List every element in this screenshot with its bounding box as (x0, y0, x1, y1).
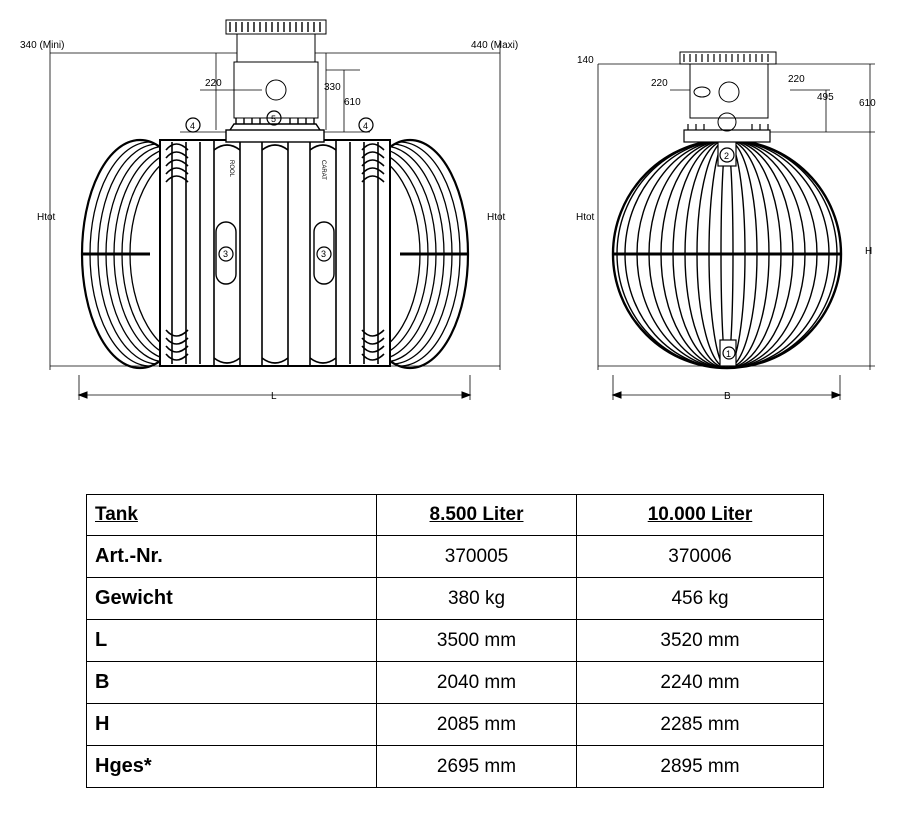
dim-220a-label: 220 (651, 78, 668, 89)
table-row (87, 536, 824, 578)
table-row (87, 704, 824, 746)
row-label: Hges* (87, 746, 377, 788)
spec-header-row (87, 495, 824, 536)
row-label: B (87, 662, 377, 704)
row-col1: 3500 mm (377, 620, 577, 662)
row-col2: 2240 mm (577, 662, 824, 704)
callout-3-left-text: 3 (223, 249, 229, 259)
dim-maxi-label: 440 (Maxi) (471, 40, 519, 51)
callout-2-text: 2 (724, 151, 730, 161)
header-tank: Tank (87, 495, 377, 536)
htot-left-label: Htot (37, 212, 56, 223)
h-label: H (865, 246, 873, 257)
header-col1: 8.500 Liter (377, 495, 577, 536)
row-col2: 456 kg (577, 578, 824, 620)
table-row (87, 746, 824, 788)
table-row (87, 578, 824, 620)
row-col2: 370006 (577, 536, 824, 578)
callout-4-right-text: 4 (363, 121, 369, 131)
dim-220-label: 220 (205, 78, 222, 89)
dim-610-label: 610 (344, 97, 361, 108)
callout-5-text: 5 (271, 114, 277, 124)
dim-610-right-label: 610 (859, 98, 876, 109)
front-dome-neck (680, 52, 776, 142)
width-label: B (724, 391, 731, 402)
row-col1: 2695 mm (377, 746, 577, 788)
callout-3-right-text: 3 (321, 249, 327, 259)
row-col2: 2895 mm (577, 746, 824, 788)
dim-330-label: 330 (324, 82, 341, 93)
spec-table (86, 494, 824, 788)
row-label: Gewicht (87, 578, 377, 620)
row-col2: 3520 mm (577, 620, 824, 662)
brand-label-a: ROOL (228, 160, 234, 178)
sphere-tank (613, 140, 841, 368)
side-view (50, 20, 500, 400)
row-col1: 380 kg (377, 578, 577, 620)
row-col1: 2085 mm (377, 704, 577, 746)
callout-4-left-text: 4 (190, 121, 196, 131)
table-row (87, 662, 824, 704)
row-col1: 2040 mm (377, 662, 577, 704)
callout-1-text: 1 (726, 349, 732, 359)
row-label: L (87, 620, 377, 662)
dim-495-label: 495 (817, 92, 834, 103)
row-col1: 370005 (377, 536, 577, 578)
table-row (87, 620, 824, 662)
dim-mini-label: 340 (Mini) (20, 40, 65, 51)
htot-front-label: Htot (576, 212, 595, 223)
htot-right-label: Htot (487, 212, 506, 223)
brand-label-b: CARAT (320, 160, 326, 180)
dim-220b-label: 220 (788, 74, 805, 85)
front-view (598, 52, 875, 400)
dim-140-label: 140 (577, 55, 594, 66)
length-label: L (271, 391, 277, 402)
row-label: H (87, 704, 377, 746)
row-col2: 2285 mm (577, 704, 824, 746)
header-col2: 10.000 Liter (577, 495, 824, 536)
row-label: Art.-Nr. (87, 536, 377, 578)
tank-body (160, 140, 390, 366)
